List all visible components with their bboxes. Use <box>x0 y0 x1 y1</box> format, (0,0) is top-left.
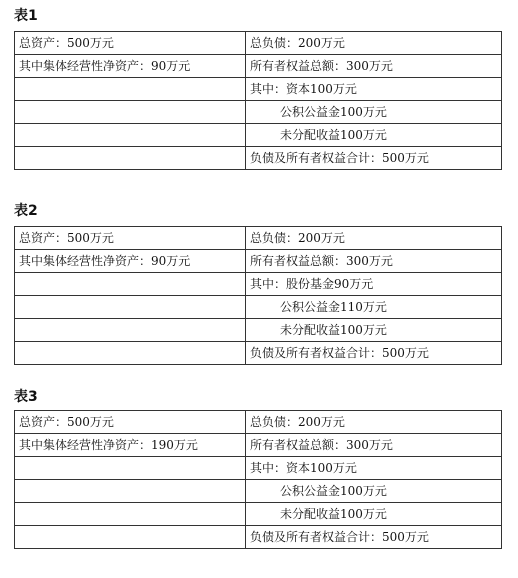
table-caption: 表1 <box>14 8 38 24</box>
table-cell-left: 其中集体经营性净资产：190万元 <box>15 434 246 457</box>
table-row <box>15 227 502 250</box>
table-row <box>15 411 502 434</box>
table-row <box>15 457 502 480</box>
table-row <box>15 526 502 549</box>
table-cell-right: 负债及所有者权益合计：500万元 <box>246 526 502 549</box>
table-cell-left <box>15 526 246 549</box>
table-cell-right: 其中：股份基金90万元 <box>246 273 502 296</box>
table-cell-right: 未分配收益100万元 <box>246 503 502 526</box>
table-row <box>15 296 502 319</box>
table-cell-left <box>15 457 246 480</box>
table-cell-right: 未分配收益100万元 <box>246 319 502 342</box>
table-row <box>15 124 502 147</box>
table-caption: 表2 <box>14 203 38 219</box>
table-cell-right: 其中：资本100万元 <box>246 78 502 101</box>
table-cell-left: 总资产：500万元 <box>15 32 246 55</box>
table-row <box>15 319 502 342</box>
table-row <box>15 434 502 457</box>
table-row <box>15 32 502 55</box>
table-row <box>15 250 502 273</box>
table-cell-right: 其中：资本100万元 <box>246 457 502 480</box>
table-row <box>15 101 502 124</box>
table-cell-right: 所有者权益总额：300万元 <box>246 250 502 273</box>
table-cell-left <box>15 124 246 147</box>
table-cell-left: 其中集体经营性净资产：90万元 <box>15 250 246 273</box>
table-row <box>15 503 502 526</box>
table-cell-left <box>15 342 246 365</box>
balance-table <box>14 31 502 170</box>
table-cell-right: 未分配收益100万元 <box>246 124 502 147</box>
table-row <box>15 342 502 365</box>
table-cell-left: 总资产：500万元 <box>15 411 246 434</box>
table-row <box>15 480 502 503</box>
table-cell-left <box>15 319 246 342</box>
balance-table <box>14 410 502 549</box>
balance-table <box>14 226 502 365</box>
table-cell-left <box>15 480 246 503</box>
table-cell-left <box>15 101 246 124</box>
table-cell-left: 总资产：500万元 <box>15 227 246 250</box>
table-cell-left: 其中集体经营性净资产：90万元 <box>15 55 246 78</box>
table-cell-left <box>15 273 246 296</box>
table-cell-right: 公积公益金110万元 <box>246 296 502 319</box>
table-row <box>15 78 502 101</box>
table-cell-left <box>15 503 246 526</box>
table-cell-right: 公积公益金100万元 <box>246 101 502 124</box>
table-row <box>15 273 502 296</box>
table-cell-left <box>15 78 246 101</box>
table-caption: 表3 <box>14 389 38 405</box>
table-cell-right: 所有者权益总额：300万元 <box>246 55 502 78</box>
table-cell-right: 所有者权益总额：300万元 <box>246 434 502 457</box>
table-cell-right: 负债及所有者权益合计：500万元 <box>246 147 502 170</box>
table-cell-right: 总负债：200万元 <box>246 411 502 434</box>
table-cell-right: 总负债：200万元 <box>246 227 502 250</box>
table-cell-left <box>15 296 246 319</box>
table-cell-left <box>15 147 246 170</box>
table-row <box>15 55 502 78</box>
table-cell-right: 总负债：200万元 <box>246 32 502 55</box>
table-row <box>15 147 502 170</box>
table-cell-right: 负债及所有者权益合计：500万元 <box>246 342 502 365</box>
table-cell-right: 公积公益金100万元 <box>246 480 502 503</box>
